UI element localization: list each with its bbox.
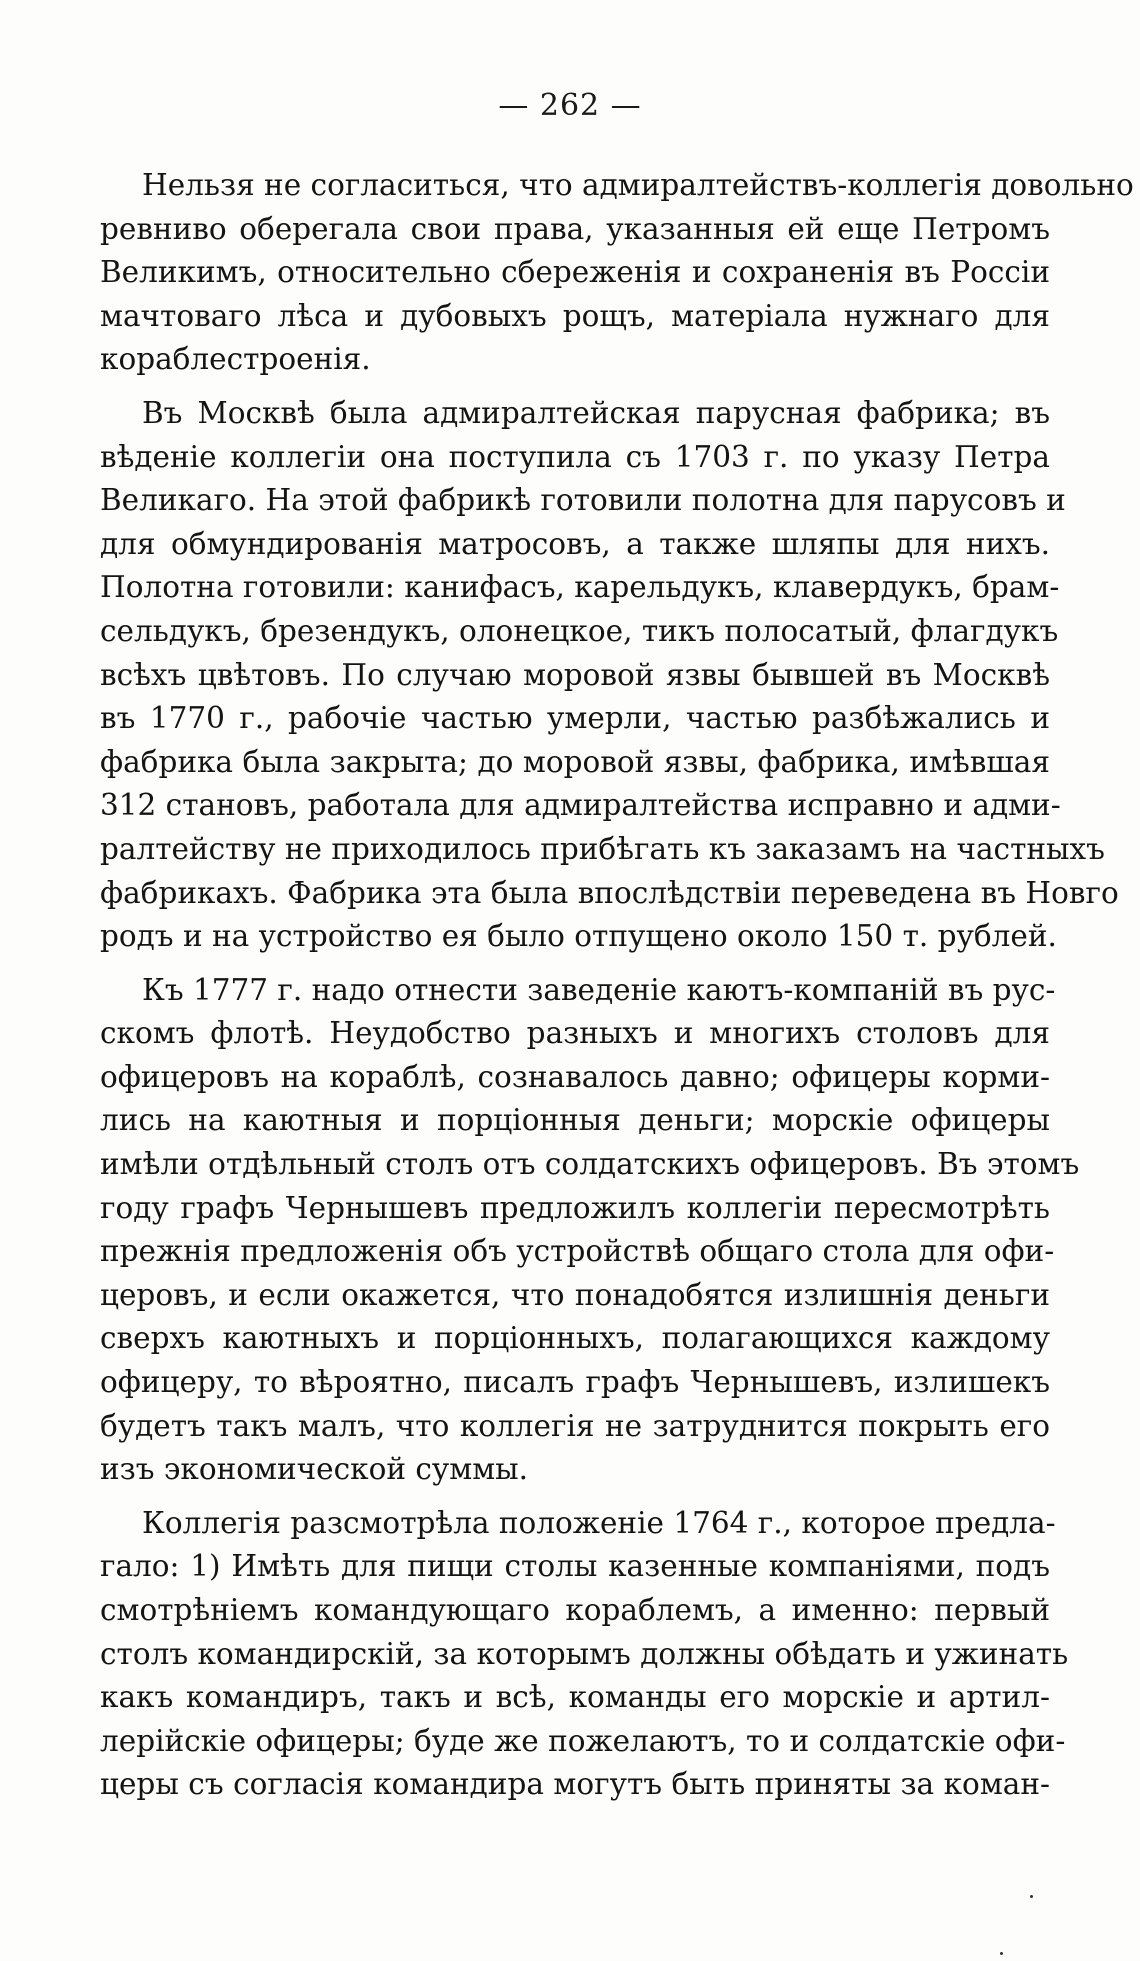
- text-line: Коллегія разсмотрѣла положеніе 1764 г., которое предла-: [142, 1505, 1056, 1540]
- text-line: 312 становъ, работала для адмиралтейства исправно и адми-: [100, 788, 1061, 823]
- text-line: для обмундированія матросовъ, а также шляпы для нихъ.: [100, 526, 1050, 561]
- text-line: сельдукъ, брезендукъ, олонецкое, тикъ полосатый, флагдукъ: [100, 613, 1059, 648]
- text-line: изъ экономической суммы.: [100, 1452, 528, 1487]
- text-line: столъ командирскій, за которымъ должны обѣдать и ужинать: [100, 1636, 1069, 1671]
- page-number: — 262 —: [498, 88, 642, 123]
- paragraph: [100, 392, 1119, 959]
- text-line: Великимъ, относительно сбереженія и сохраненія въ Россіи: [100, 255, 1050, 290]
- text-line: офицеровъ на кораблѣ, сознавалось давно; офицеры корми-: [100, 1059, 1050, 1094]
- text-line: Въ Москвѣ была адмиралтейская парусная фабрика; въ: [142, 395, 1050, 430]
- text-line: Нельзя не согласиться, что адмиралтействъ-коллегія довольно: [142, 168, 1134, 202]
- text-line: мачтоваго лѣса и дубовыхъ рощъ, матеріала нужнаго для: [100, 298, 1050, 333]
- text-line: какъ командиръ, такъ и всѣ, команды его морскіе и артил-: [100, 1680, 1050, 1715]
- paragraph: [100, 969, 1080, 1492]
- text-line: вѣденіе коллегіи она поступила съ 1703 г. по указу Петра: [100, 439, 1050, 474]
- text-line: году графъ Чернышевъ предложилъ коллегіи пересмотрѣть: [100, 1190, 1050, 1225]
- text-line: Полотна готовили: канифасъ, карельдукъ, клавердукъ, брам-: [100, 570, 1060, 605]
- text-line: ралтейству не приходилось прибѣгать къ заказамъ на частныхъ: [100, 831, 1105, 866]
- text-line: родъ и на устройство ея было отпущено около 150 т. рублей.: [100, 919, 1057, 954]
- text-line: гало: 1) Имѣть для пищи столы казенные компаніями, подъ: [100, 1549, 1050, 1584]
- text-line: смотрѣніемъ командующаго кораблемъ, а именно: первый: [100, 1593, 1050, 1627]
- text-line: всѣхъ цвѣтовъ. По случаю моровой язвы бывшей въ Москвѣ: [100, 657, 1050, 692]
- paragraph: [100, 164, 1134, 382]
- text-line: кораблестроенія.: [100, 342, 371, 377]
- text-line: Великаго. На этой фабрикѣ готовили полотна для парусовъ и: [100, 483, 1066, 518]
- body-text: [100, 164, 1134, 1817]
- print-speck: [1030, 1895, 1033, 1898]
- text-line: фабрикахъ. Фабрика эта была впослѣдствіи переведена въ Новго: [100, 875, 1119, 910]
- text-line: въ 1770 г., рабочіе частью умерли, частью разбѣжались и: [100, 701, 1050, 736]
- text-line: будетъ такъ малъ, что коллегія не затруднится покрыть его: [100, 1408, 1050, 1443]
- text-line: скомъ флотѣ. Неудобство разныхъ и многихъ столовъ для: [100, 1016, 1050, 1051]
- text-line: церы съ согласія командира могутъ быть приняты за коман-: [100, 1767, 1050, 1802]
- text-line: Къ 1777 г. надо отнести заведеніе каютъ-компаній въ рус-: [142, 972, 1056, 1007]
- text-line: ревниво оберегала свои права, указанныя ей еще Петромъ: [100, 211, 1050, 246]
- text-line: фабрика была закрыта; до моровой язвы, фабрика, имѣвшая: [100, 744, 1050, 779]
- text-line: прежнія предложенія объ устройствѣ общаго стола для офи-: [100, 1234, 1055, 1269]
- text-line: имѣли отдѣльный столъ отъ солдатскихъ офицеровъ. Въ этомъ: [100, 1147, 1080, 1182]
- text-line: лись на каютныя и порціонныя деньги; морскіе офицеры: [100, 1103, 1050, 1138]
- paragraph: [100, 1502, 1069, 1807]
- print-speck: [1000, 1952, 1003, 1955]
- text-line: офицеру, то вѣроятно, писалъ графъ Чернышевъ, излишекъ: [100, 1365, 1050, 1400]
- text-line: лерійскіе офицеры; буде же пожелаютъ, то и солдатскіе офи-: [100, 1723, 1066, 1758]
- text-line: церовъ, и если окажется, что понадобятся излишнія деньги: [100, 1277, 1050, 1312]
- text-line: сверхъ каютныхъ и порціонныхъ, полагающихся каждому: [100, 1321, 1050, 1356]
